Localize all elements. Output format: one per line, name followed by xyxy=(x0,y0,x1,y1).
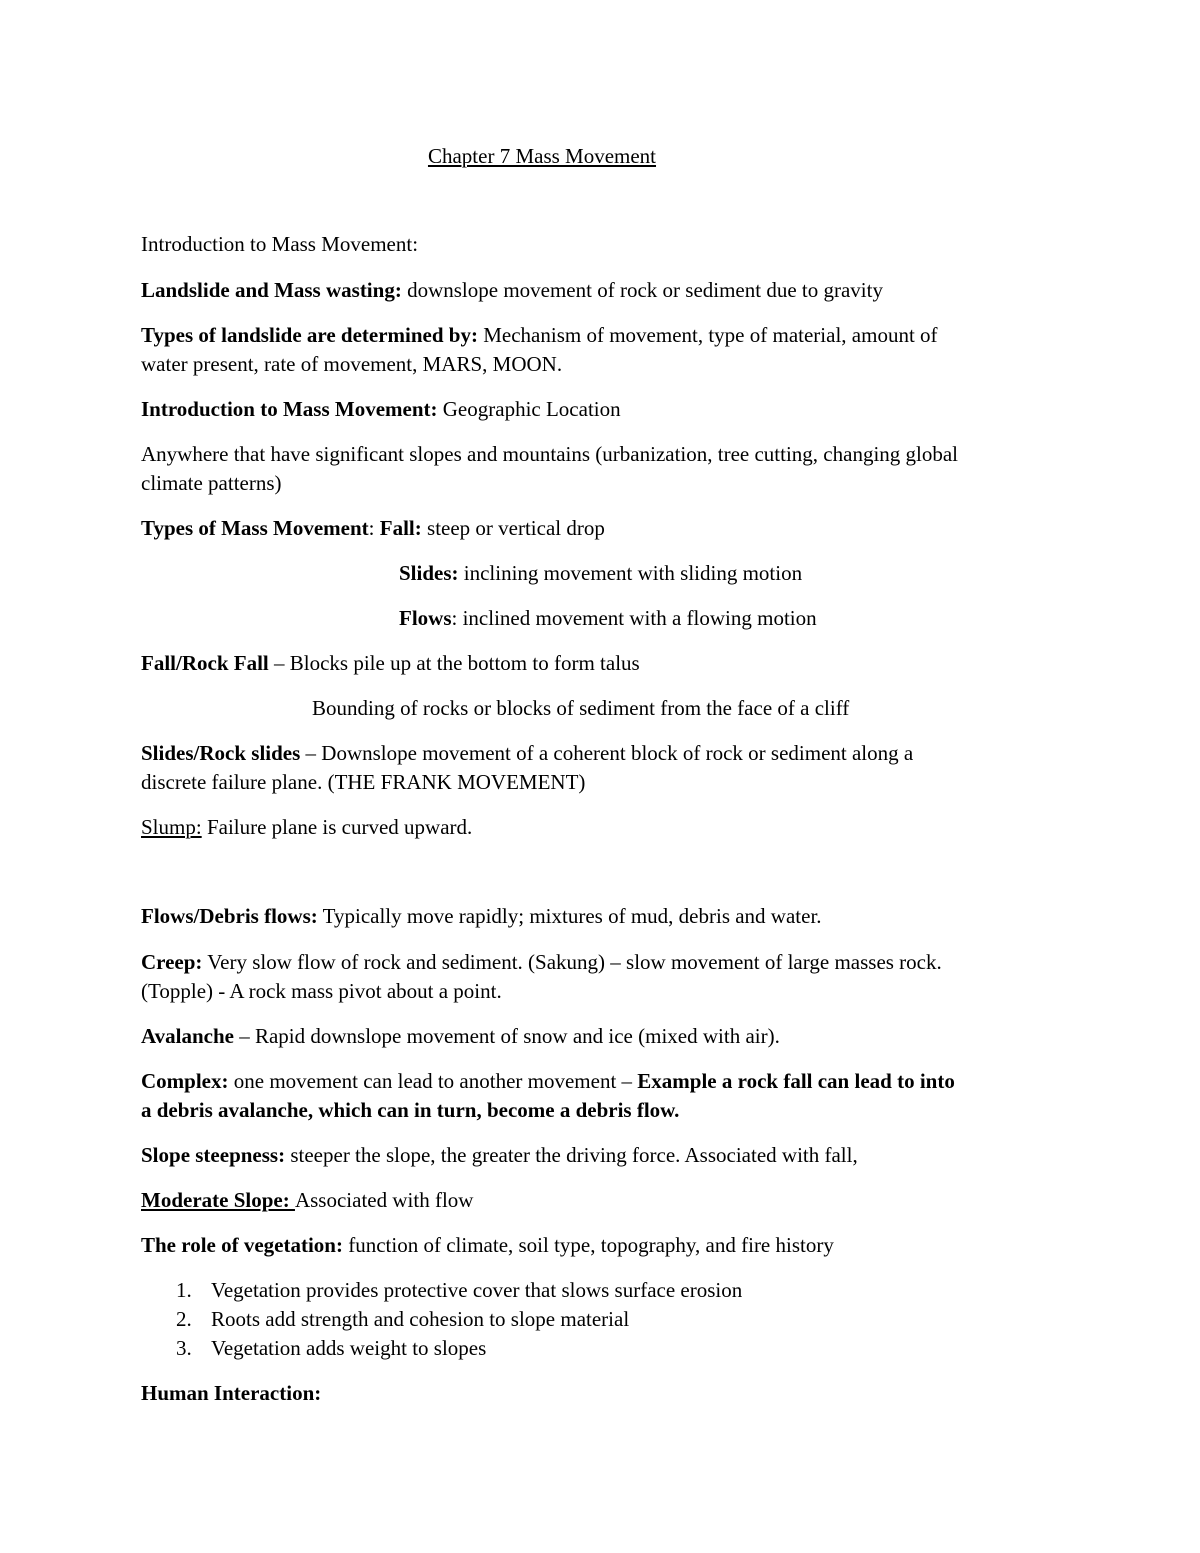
types-landslide-definition: Types of landslide are determined by: Mechanism of movement, type of material, amount of xyxy=(141,323,938,347)
list-text: Vegetation adds weight to slopes xyxy=(211,1336,487,1360)
human-interaction-heading: Human Interaction: xyxy=(141,1381,322,1405)
rock-slides-continued: discrete failure plane. (THE FRANK MOVEMENT) xyxy=(141,770,586,794)
rock-fall-definition: Fall/Rock Fall – Blocks pile up at the bottom to form talus xyxy=(141,651,640,675)
list-item xyxy=(0,1305,1200,1334)
landslide-definition: Landslide and Mass wasting: downslope movement of rock or sediment due to gravity xyxy=(141,278,883,302)
slump-definition: Slump: Failure plane is curved upward. xyxy=(141,815,473,839)
list-number: 3. xyxy=(176,1336,192,1360)
anywhere-text: Anywhere that have significant slopes and mountains (urbanization, tree cutting, changing global xyxy=(141,442,959,466)
creep-definition: Creep: Very slow flow of rock and sediment. (Sakung) – slow movement of large masses rock. xyxy=(141,950,942,974)
types-mass-movement: Types of Mass Movement: Fall: steep or vertical drop xyxy=(141,516,605,540)
list-number: 2. xyxy=(176,1307,192,1331)
page-title: Chapter 7 Mass Movement xyxy=(427,144,657,168)
types-landslide-continued: water present, rate of movement, MARS, MOON. xyxy=(141,352,563,376)
flows-definition: Flows: inclined movement with a flowing motion xyxy=(399,606,817,630)
moderate-slope-definition: Moderate Slope: Associated with flow xyxy=(141,1188,474,1212)
vegetation-role-definition: The role of vegetation: function of climate, soil type, topography, and fire history xyxy=(141,1233,834,1257)
slides-definition: Slides: inclining movement with sliding motion xyxy=(399,561,803,585)
avalanche-definition: Avalanche – Rapid downslope movement of snow and ice (mixed with air). xyxy=(141,1024,780,1048)
geographic-location: Introduction to Mass Movement: Geographic Location xyxy=(141,397,621,421)
debris-flows-definition: Flows/Debris flows: Typically move rapidly; mixtures of mud, debris and water. xyxy=(141,904,822,928)
complex-definition: Complex: one movement can lead to another movement – Example a rock fall can lead to into xyxy=(141,1069,955,1093)
creep-continued: (Topple) - A rock mass pivot about a point. xyxy=(141,979,502,1003)
rock-slides-definition: Slides/Rock slides – Downslope movement of a coherent block of rock or sediment along a xyxy=(141,741,914,765)
complex-continued: a debris avalanche, which can in turn, become a debris flow. xyxy=(141,1098,680,1122)
list-number: 1. xyxy=(176,1278,192,1302)
list-item xyxy=(0,1334,1200,1363)
intro-heading: Introduction to Mass Movement: xyxy=(141,232,419,256)
list-text: Vegetation provides protective cover that slows surface erosion xyxy=(211,1278,743,1302)
slope-steepness-definition: Slope steepness: steeper the slope, the greater the driving force. Associated with fall, xyxy=(141,1143,858,1167)
list-text: Roots add strength and cohesion to slope material xyxy=(211,1307,630,1331)
bounding-text: Bounding of rocks or blocks of sediment from the face of a cliff xyxy=(312,696,850,720)
anywhere-text-continued: climate patterns) xyxy=(141,471,282,495)
list-item xyxy=(0,1276,1200,1305)
